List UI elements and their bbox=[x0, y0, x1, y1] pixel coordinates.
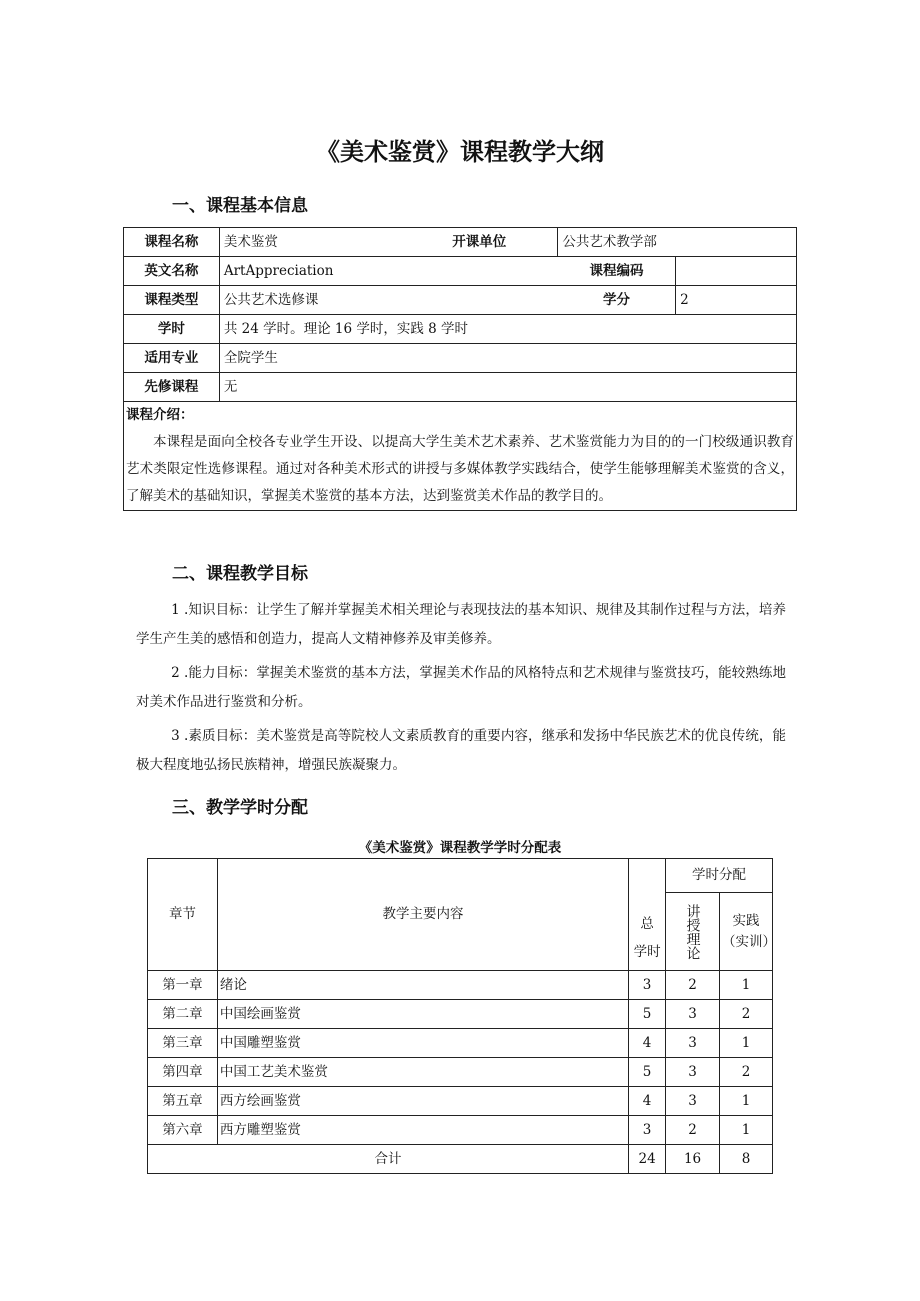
col-theory-header bbox=[666, 893, 720, 971]
col-practice-header-line1: 实践 bbox=[732, 912, 760, 929]
theory-cell: 3 bbox=[666, 1029, 720, 1058]
table-row bbox=[124, 402, 797, 511]
practice-cell: 1 bbox=[720, 1116, 773, 1145]
prereq-value: 无 bbox=[219, 373, 796, 402]
table-row bbox=[124, 257, 797, 286]
theory-cell: 3 bbox=[666, 1058, 720, 1087]
sum-label-cell: 合计 bbox=[148, 1145, 629, 1174]
practice-cell: 1 bbox=[720, 1087, 773, 1116]
course-intro-text: 本课程是面向全校各专业学生开设、以提高大学生美术艺术素养、艺术鉴赏能力为目的的一门校级通识教育艺术类限定性选修课程。通过对各种美术形式的讲授与多媒体教学实践结合，使学生能够理解美术鉴赏的含义，了解美术的基础知识，掌握美术鉴赏的基本方法，达到鉴赏美术作品的教学目的。 bbox=[126, 434, 794, 504]
col-content-header: 教学主要内容 bbox=[217, 859, 628, 971]
col-total-header-line2: 学时 bbox=[633, 944, 661, 960]
prereq-label: 先修课程 bbox=[124, 373, 220, 402]
course-type-value: 公共艺术选修课 bbox=[219, 286, 558, 315]
content-cell: 西方雕塑鉴赏 bbox=[217, 1116, 628, 1145]
course-info-table bbox=[123, 227, 797, 511]
table-row bbox=[124, 228, 797, 257]
section-heading-goals: 二、课程教学目标 bbox=[172, 564, 308, 584]
practice-cell: 2 bbox=[720, 1058, 773, 1087]
col-group-header: 学时分配 bbox=[666, 859, 773, 893]
table-row bbox=[148, 1000, 773, 1029]
dept-label: 开课单位 bbox=[401, 228, 558, 257]
table-row bbox=[124, 315, 797, 344]
total-cell: 4 bbox=[629, 1087, 666, 1116]
hours-table bbox=[147, 858, 777, 1174]
table-row bbox=[124, 286, 797, 315]
table-row bbox=[148, 1087, 773, 1116]
table-row bbox=[148, 1029, 773, 1058]
goal-knowledge: 1 .知识目标：让学生了解并掌握美术相关理论与表现技法的基本知识、规律及其制作过程与方法，培养学生产生美的感悟和创造力，提高人文精神修养及审美修养。 bbox=[136, 602, 786, 647]
section-heading-hours: 三、教学学时分配 bbox=[172, 798, 308, 818]
theory-cell: 2 bbox=[666, 1116, 720, 1145]
practice-cell: 2 bbox=[720, 1000, 773, 1029]
col-practice-header bbox=[720, 893, 777, 971]
course-name-label: 课程名称 bbox=[124, 228, 220, 257]
practice-cell: 1 bbox=[720, 1029, 773, 1058]
table-row bbox=[148, 1058, 773, 1087]
major-label: 适用专业 bbox=[124, 344, 220, 373]
credit-label: 学分 bbox=[558, 286, 676, 315]
total-cell: 5 bbox=[629, 1058, 666, 1087]
hours-table-caption: 《美术鉴赏》课程教学学时分配表 bbox=[358, 840, 562, 856]
table-row bbox=[148, 971, 773, 1000]
english-name-label: 英文名称 bbox=[124, 257, 220, 286]
section-heading-basic-info: 一、课程基本信息 bbox=[172, 196, 308, 216]
chapter-cell: 第二章 bbox=[148, 1000, 218, 1029]
course-code-value bbox=[676, 257, 797, 286]
theory-cell: 3 bbox=[666, 1000, 720, 1029]
col-theory-header-text: 讲授理论 bbox=[684, 903, 701, 960]
chapter-cell: 第三章 bbox=[148, 1029, 218, 1058]
content-cell: 中国工艺美术鉴赏 bbox=[217, 1058, 628, 1087]
sum-practice-cell: 8 bbox=[720, 1145, 773, 1174]
chapter-cell: 第六章 bbox=[148, 1116, 218, 1145]
total-cell: 5 bbox=[629, 1000, 666, 1029]
credit-value: 2 bbox=[676, 286, 797, 315]
theory-cell: 3 bbox=[666, 1087, 720, 1116]
total-cell: 3 bbox=[629, 971, 666, 1000]
chapter-cell: 第四章 bbox=[148, 1058, 218, 1087]
course-intro-cell bbox=[124, 402, 797, 511]
table-row bbox=[124, 373, 797, 402]
english-name-value: ArtAppreciation bbox=[219, 257, 558, 286]
content-cell: 绪论 bbox=[217, 971, 628, 1000]
col-total-header bbox=[629, 859, 666, 971]
col-chapter-header: 章节 bbox=[148, 859, 218, 971]
course-type-label: 课程类型 bbox=[124, 286, 220, 315]
content-cell: 西方绘画鉴赏 bbox=[217, 1087, 628, 1116]
goal-ability: 2 .能力目标：掌握美术鉴赏的基本方法，掌握美术作品的风格特点和艺术规律与鉴赏技巧，能较熟练地对美术作品进行鉴赏和分析。 bbox=[136, 665, 786, 710]
course-name-value: 美术鉴赏 bbox=[219, 228, 401, 257]
col-practice-header-line2: （实训） bbox=[722, 933, 777, 950]
practice-cell: 1 bbox=[720, 971, 773, 1000]
sum-theory-cell: 16 bbox=[666, 1145, 720, 1174]
dept-value: 公共艺术教学部 bbox=[558, 228, 797, 257]
total-cell: 4 bbox=[629, 1029, 666, 1058]
document-title: 《美术鉴赏》课程教学大纲 bbox=[316, 137, 604, 166]
hours-label: 学时 bbox=[124, 315, 220, 344]
course-code-label: 课程编码 bbox=[558, 257, 676, 286]
hours-value: 共 24 学时。理论 16 学时，实践 8 学时 bbox=[219, 315, 796, 344]
table-row bbox=[148, 1116, 773, 1145]
table-row bbox=[124, 344, 797, 373]
total-cell: 3 bbox=[629, 1116, 666, 1145]
major-value: 全院学生 bbox=[219, 344, 796, 373]
course-intro-label: 课程介绍： bbox=[126, 407, 194, 423]
content-cell: 中国绘画鉴赏 bbox=[217, 1000, 628, 1029]
chapter-cell: 第五章 bbox=[148, 1087, 218, 1116]
sum-total-cell: 24 bbox=[629, 1145, 666, 1174]
goal-quality: 3 .素质目标：美术鉴赏是高等院校人文素质教育的重要内容，继承和发扬中华民族艺术的优良传统，能极大程度地弘扬民族精神，增强民族凝聚力。 bbox=[136, 728, 786, 773]
chapter-cell: 第一章 bbox=[148, 971, 218, 1000]
content-cell: 中国雕塑鉴赏 bbox=[217, 1029, 628, 1058]
theory-cell: 2 bbox=[666, 971, 720, 1000]
col-total-header-line1: 总 bbox=[640, 916, 654, 932]
table-row-total bbox=[148, 1145, 773, 1174]
